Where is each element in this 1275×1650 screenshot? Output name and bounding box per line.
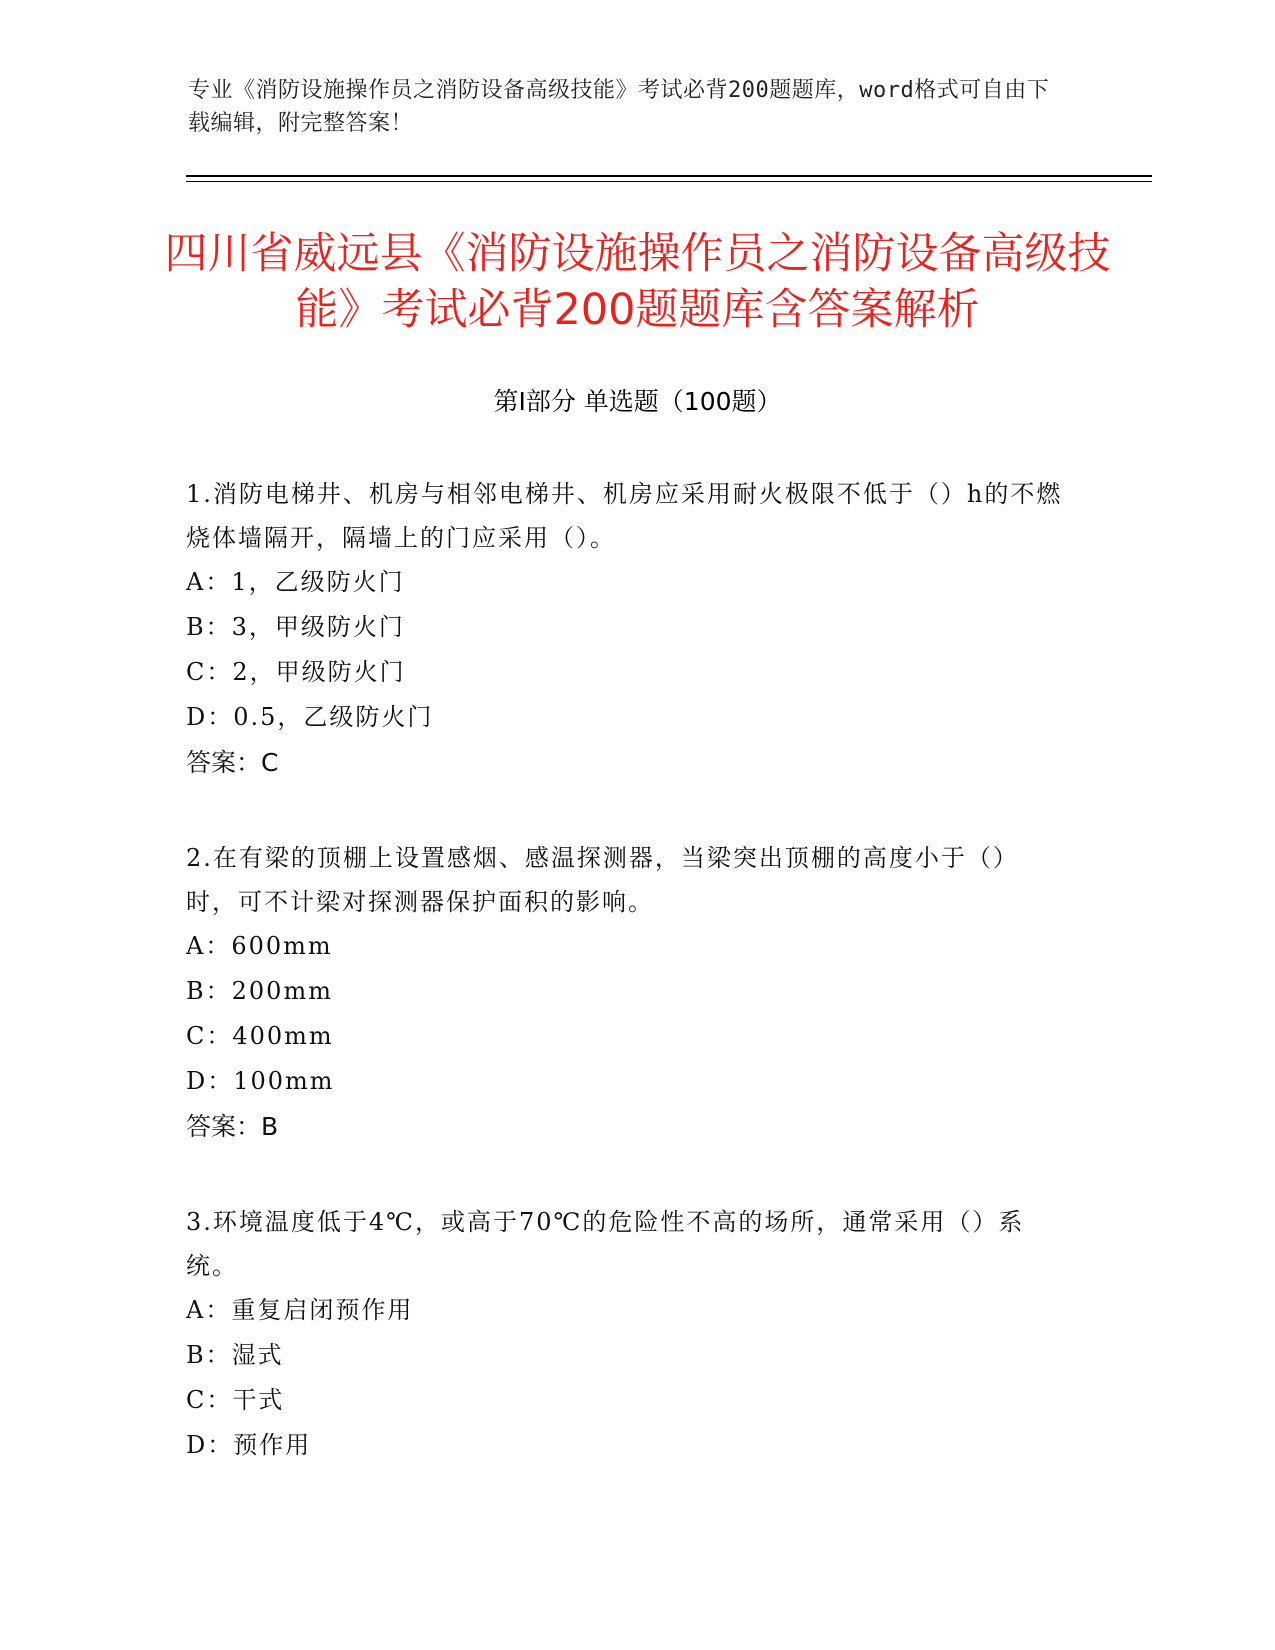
option-d: D：0.5，乙级防火门 [186,703,434,731]
option-b: B：3，甲级防火门 [186,613,405,641]
option-a: A：600mm [186,932,333,960]
option-d: D：预作用 [186,1431,312,1459]
answer-line: 答案：C [186,748,279,777]
option-c: C：2，甲级防火门 [186,658,406,686]
header-divider-thin [186,181,1152,182]
option-d: D：100mm [186,1067,335,1095]
question-1 [186,472,1066,786]
document-title: 四川省威远县《消防设施操作员之消防设备高级技能》考试必背200题题库含答案解析 [164,229,1111,335]
question-3 [186,1200,1066,1468]
header-divider-thick [186,175,1152,177]
question-stem: 3.环境温度低于4℃，或高于70℃的危险性不高的场所，通常采用（）系统。 [186,1208,1025,1280]
option-c: C：400mm [186,1022,334,1050]
option-c: C：干式 [186,1386,285,1414]
section-title: 第Ⅰ部分 单选题（100题） [493,387,782,416]
document-header-note: 专业《消防设施操作员之消防设备高级技能》考试必背200题题库，word格式可自由下载编辑，附完整答案！ [188,78,1050,136]
option-b: B：湿式 [186,1341,284,1369]
option-b: B：200mm [186,977,333,1005]
option-a: A：1，乙级防火门 [186,568,405,596]
question-stem: 2.在有梁的顶棚上设置感烟、感温探测器，当梁突出顶棚的高度小于（）时，可不计梁对探测器保护面积的影响。 [186,844,1019,916]
question-stem: 1.消防电梯井、机房与相邻电梯井、机房应采用耐火极限不低于（）h的不燃烧体墙隔开，隔墙上的门应采用（）。 [186,480,1063,552]
question-2 [186,836,1066,1150]
option-a: A：重复启闭预作用 [186,1296,414,1324]
answer-line: 答案：B [186,1112,279,1141]
